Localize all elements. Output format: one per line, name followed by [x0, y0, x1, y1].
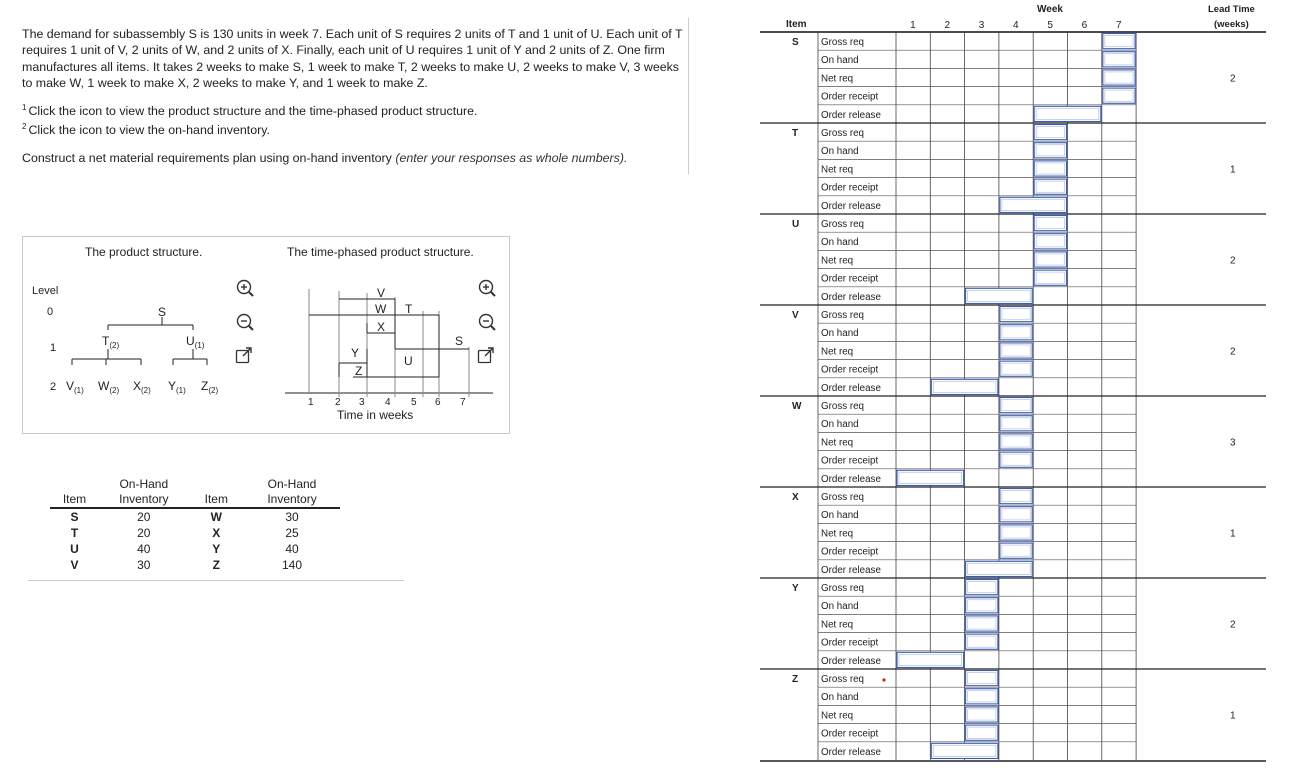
week-number: 5	[1047, 20, 1053, 31]
row-label: On hand	[821, 510, 859, 522]
lead-time-x: 1	[1230, 528, 1236, 540]
row-label: Order release	[821, 109, 881, 121]
week-number: 2	[944, 20, 951, 31]
table-row: T 20 X 25	[70, 526, 299, 540]
table-row: U 40 Y 40	[70, 542, 299, 556]
row-label: Order release	[821, 564, 881, 576]
time-tick: 1	[308, 397, 314, 408]
tp-item-y: Y	[351, 346, 360, 360]
lead-time-header: (weeks)	[1214, 19, 1249, 30]
level-2: 2	[50, 381, 57, 393]
product-structure-title: The product structure.	[85, 245, 203, 259]
level-1: 1	[50, 342, 57, 354]
tp-item-x: X	[377, 320, 386, 334]
item-name-y: Y	[792, 583, 799, 594]
tp-item-z: Z	[355, 364, 363, 378]
item-header: Item	[786, 19, 807, 30]
col-item: Item	[50, 492, 99, 508]
week-number: 1	[910, 20, 916, 31]
time-tick: 7	[460, 397, 466, 408]
row-label: Order receipt	[821, 455, 879, 467]
tp-item-w: W	[375, 302, 387, 316]
row-label: Order receipt	[821, 364, 879, 376]
row-label: Gross req	[821, 310, 865, 321]
lead-time-header: Lead Time	[1208, 4, 1255, 15]
time-axis-label: Time in weeks	[337, 408, 414, 422]
row-label: Order release	[821, 382, 881, 394]
week-number: 4	[1013, 20, 1019, 31]
time-tick: 2	[335, 397, 341, 408]
row-label: Net req	[821, 346, 854, 358]
row-label: Gross req	[821, 37, 865, 48]
week-number: 3	[978, 20, 985, 31]
row-label: Order release	[821, 291, 881, 303]
row-label: Gross req	[821, 583, 865, 594]
node-w: $W_{(2)}$	[98, 379, 120, 395]
tp-item-s: S	[455, 334, 464, 348]
time-phased-title: The time-phased product structure.	[287, 245, 474, 259]
level-0: 0	[47, 306, 54, 318]
col-inventory: Inventory	[99, 492, 189, 508]
lead-time-y: 2	[1230, 619, 1236, 631]
problem-paragraph: The demand for subassembly S is 130 units in week 7. Each unit of S requires 2 units of T and 1 unit of U. Each unit of T requires 1 unit of V, 2 units of W, and 2 units of X. Finally, each unit of U requires 1 unit of Y and 2 units of Z. One firm manufactures all items. It takes 2 weeks to make S, 1 week to make T, 2 weeks to make U, 2 weeks to make V, 3 weeks to make W, 1 week to make X, 2 weeks to make Y, and 1 week to make Z.	[22, 27, 683, 91]
row-label: On hand	[821, 328, 859, 340]
week-number: 6	[1081, 20, 1088, 31]
level-label: Level	[32, 285, 59, 297]
tp-item-t: T	[405, 302, 413, 316]
row-label: On hand	[821, 237, 859, 249]
col-item: Item	[189, 492, 244, 508]
item-name-v: V	[792, 310, 799, 321]
row-label: Order release	[821, 746, 881, 758]
row-label: Order receipt	[821, 182, 879, 194]
row-label: Gross req	[821, 674, 865, 685]
construct-note: (enter your responses as whole numbers).	[395, 150, 628, 165]
tp-item-v: V	[377, 286, 386, 300]
node-x: $X_{(2)}$	[133, 379, 151, 395]
row-label: Net req	[821, 437, 854, 449]
node-u: $U_{(1)}$	[186, 334, 205, 350]
row-label: Net req	[821, 255, 854, 267]
tp-item-u: U	[404, 354, 413, 368]
item-name-z: Z	[792, 674, 799, 685]
row-label: On hand	[821, 692, 859, 704]
node-s: S	[158, 305, 167, 319]
row-label: Order release	[821, 200, 881, 212]
lead-time-w: 3	[1230, 437, 1236, 449]
node-v: $V_{(1)}$	[66, 379, 84, 395]
week-number: 7	[1115, 20, 1122, 31]
row-label: Order release	[821, 655, 881, 667]
row-label: Net req	[821, 710, 854, 722]
row-label: Net req	[821, 619, 854, 631]
row-label: On hand	[821, 419, 859, 431]
row-label: Order receipt	[821, 546, 879, 558]
lead-time-z: 1	[1230, 710, 1236, 722]
col-onhand: On-Hand	[267, 477, 317, 491]
item-name-x: X	[792, 492, 799, 503]
lead-time-t: 1	[1230, 164, 1236, 176]
row-label: Gross req	[821, 492, 865, 503]
node-t: $T_{(2)}$	[102, 334, 120, 350]
footnote-2: $^2$ Click the icon to view the on-hand inventory.	[22, 121, 270, 137]
item-name-w: W	[792, 401, 802, 412]
item-name-u: U	[792, 219, 800, 230]
week-header: Week	[1037, 4, 1063, 15]
col-onhand: On-Hand	[119, 477, 169, 491]
time-tick: 5	[411, 397, 417, 408]
row-label: On hand	[821, 55, 859, 67]
row-label: Gross req	[821, 401, 865, 412]
item-name-s: S	[792, 37, 799, 48]
lead-time-s: 2	[1230, 73, 1236, 85]
row-label: Gross req	[821, 219, 865, 230]
table-row: V 30 Z 140	[70, 558, 303, 572]
row-label: Order receipt	[821, 728, 879, 740]
lead-time-u: 2	[1230, 255, 1236, 267]
node-y: $Y_{(1)}$	[168, 379, 186, 395]
time-tick: 3	[359, 397, 365, 408]
row-label: On hand	[821, 601, 859, 613]
construct-instruction: Construct a net material requirements plan using on-hand inventory (enter your responses as whole numbers).	[22, 150, 628, 165]
row-label: Net req	[821, 164, 854, 176]
row-label: Net req	[821, 73, 854, 85]
time-tick: 4	[385, 397, 391, 408]
item-name-t: T	[792, 128, 799, 139]
footnote-1: $^1$ Click the icon to view the product structure and the time-phased product structure.	[22, 102, 478, 118]
col-inventory: Inventory	[244, 492, 340, 508]
cursor-dot	[882, 678, 885, 681]
lead-time-v: 2	[1230, 346, 1236, 358]
row-label: Order receipt	[821, 91, 879, 103]
row-label: Order receipt	[821, 637, 879, 649]
row-label: Net req	[821, 528, 854, 540]
table-row: S 20 W 30	[70, 510, 299, 524]
row-label: Order receipt	[821, 273, 879, 285]
row-label: Gross req	[821, 128, 865, 139]
row-label: Order release	[821, 473, 881, 485]
time-tick: 6	[435, 397, 441, 408]
node-z: $Z_{(2)}$	[201, 379, 219, 395]
row-label: On hand	[821, 146, 859, 158]
